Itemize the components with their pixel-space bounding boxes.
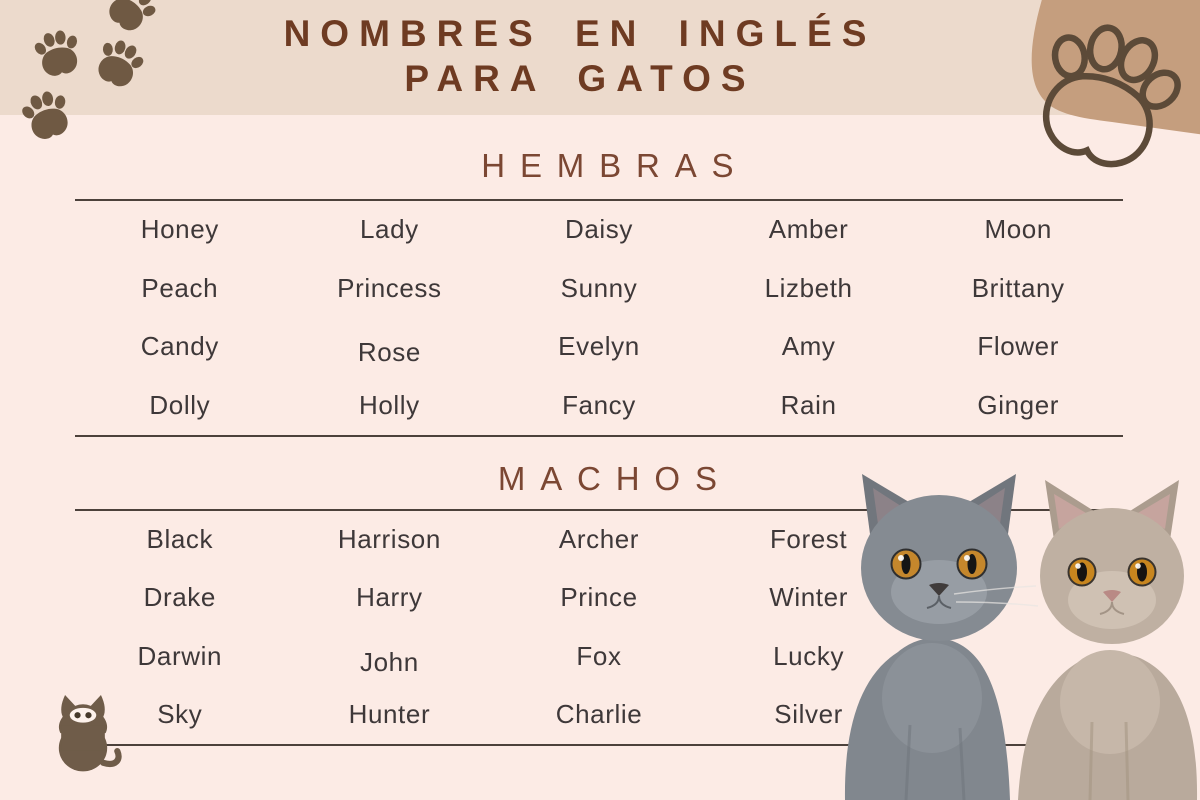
name-cell: Honey <box>140 213 219 244</box>
divider-line <box>75 435 1123 437</box>
name-cell: Moon <box>984 213 1052 244</box>
cats-photo <box>840 470 1200 800</box>
name-cell: Winter <box>769 582 848 613</box>
name-cell: Lady <box>360 213 419 244</box>
gray-cat <box>845 474 1038 800</box>
name-cell: Sunny <box>560 272 638 303</box>
name-cell: Lucky <box>773 640 845 671</box>
name-cell: Amy <box>781 331 836 362</box>
name-cell: John <box>360 646 419 677</box>
cat-silhouette-icon <box>44 690 122 774</box>
name-cell: Brittany <box>971 272 1065 303</box>
name-cell: Dolly <box>149 390 211 421</box>
name-cell: Rose <box>357 337 421 368</box>
name-cell: Evelyn <box>558 331 640 362</box>
name-cell: Charlie <box>555 699 643 730</box>
name-cell: Darwin <box>137 640 223 671</box>
name-cell: Forest <box>769 523 848 554</box>
beige-cat <box>1018 480 1197 800</box>
name-cell: Drake <box>143 582 216 613</box>
name-cell: Prince <box>560 582 638 613</box>
name-cell: Sky <box>157 699 203 730</box>
name-cell: Lizbeth <box>764 272 853 303</box>
name-cell: Ginger <box>977 390 1060 421</box>
name-cell: Harrison <box>337 523 441 554</box>
name-cell: Fancy <box>562 390 636 421</box>
name-cell: Peach <box>141 272 219 303</box>
name-cell: Holly <box>358 390 420 421</box>
name-cell: Harry <box>356 582 423 613</box>
name-cell: Silver <box>774 699 843 730</box>
page-title-line1: NOMBRES EN INGLÉS <box>283 13 877 54</box>
page-title-line2: PARA GATOS <box>404 58 756 100</box>
section-header-hembras: HEMBRAS <box>481 147 749 184</box>
name-cell: Black <box>146 523 214 554</box>
section-header-machos: MACHOS <box>497 460 732 497</box>
name-cell: Daisy <box>564 213 633 244</box>
name-cell: Hunter <box>348 699 431 730</box>
name-cell: Amber <box>768 213 849 244</box>
name-cell: Archer <box>558 523 640 554</box>
hembras-names-table <box>75 200 1123 435</box>
name-cell: Princess <box>337 272 442 303</box>
name-cell: Fox <box>576 640 622 671</box>
name-cell: Candy <box>140 331 219 362</box>
page-title <box>0 11 1150 101</box>
name-cell: Flower <box>977 331 1059 362</box>
name-cell: Rain <box>780 390 837 421</box>
